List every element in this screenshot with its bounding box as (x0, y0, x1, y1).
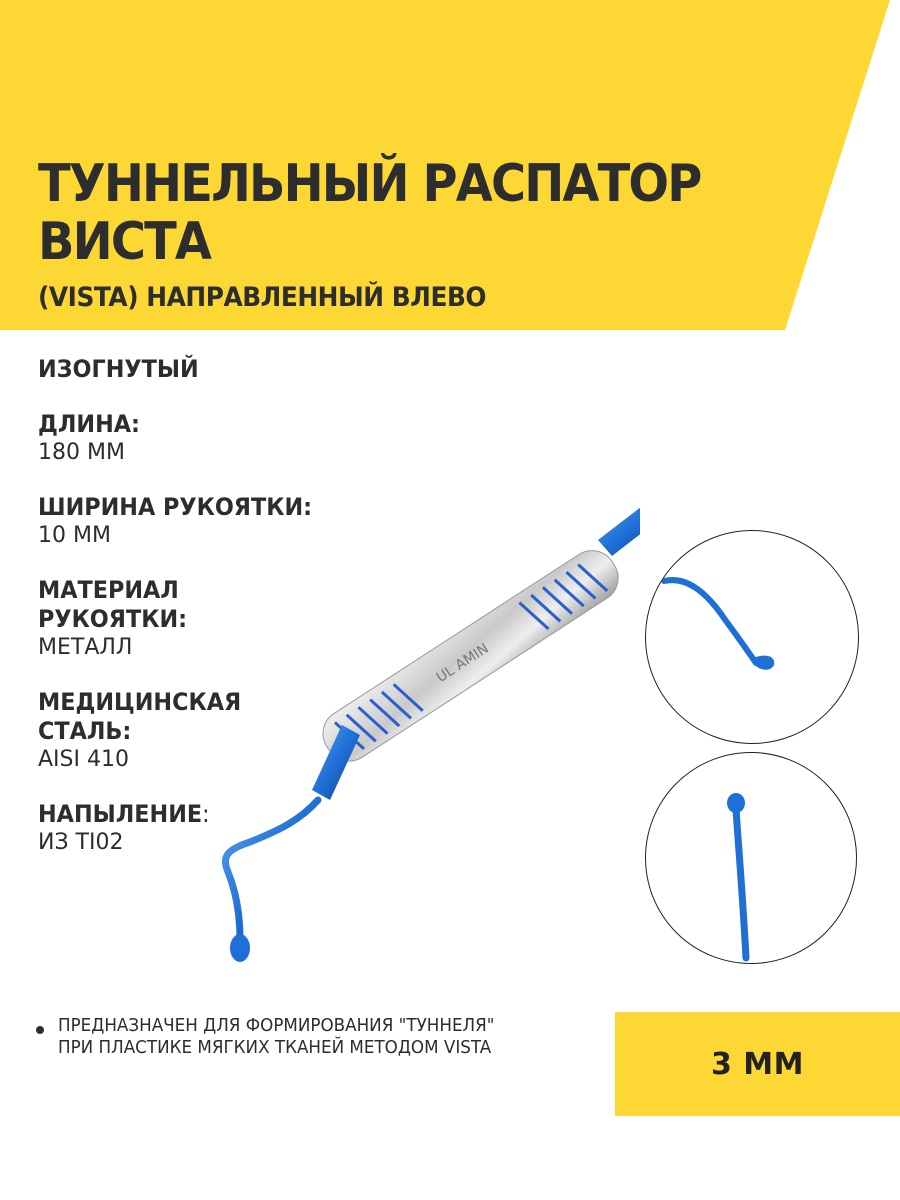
spec-handle-material-value: МЕТАЛЛ (38, 635, 133, 660)
spec-coating-value: ИЗ TI02 (38, 830, 124, 855)
usage-note (36, 1015, 556, 1059)
spec-length-value: 180 ММ (38, 440, 125, 465)
spec-coating-label-text: НАПЫЛЕНИЕ (38, 800, 203, 828)
instrument-brand-text: UL AMIN (433, 640, 492, 687)
zoom-detail-top (645, 530, 859, 744)
page-title-line-2: ВИСТА (38, 212, 211, 272)
size-badge (615, 1012, 900, 1116)
zoom-detail-top-image (646, 531, 858, 743)
title-block (38, 155, 798, 315)
zoom-detail-bottom (645, 752, 857, 964)
instrument-image (200, 360, 640, 980)
spec-handle-material-label-2: РУКОЯТКИ: (38, 605, 188, 633)
usage-note-text: ПРЕДНАЗНАЧЕН ДЛЯ ФОРМИРОВАНИЯ "ТУННЕЛЯ" ПРИ ПЛАСТИКЕ МЯГКИХ ТКАНЕЙ МЕТОДОМ VISTA (58, 1015, 495, 1058)
size-value: 3 ММ (710, 1046, 805, 1082)
page-title-line-1: ТУННЕЛЬНЫЙ РАСПАТОР (38, 154, 701, 214)
spec-shape-label: ИЗОГНУТЫЙ (38, 355, 199, 383)
spec-steel-value: AISI 410 (38, 747, 129, 772)
spec-steel-label-1: МЕДИЦИНСКАЯ (38, 688, 242, 716)
spec-length-label: ДЛИНА: (38, 410, 140, 438)
spec-handle-width-value: 10 ММ (38, 523, 111, 548)
spec-handle-material-label-1: МАТЕРИАЛ (38, 576, 179, 604)
spec-handle-width-label: ШИРИНА РУКОЯТКИ: (38, 493, 313, 521)
spec-coating-colon: : (202, 800, 210, 828)
zoom-detail-bottom-image (646, 753, 856, 963)
page-subtitle: (VISTA) НАПРАВЛЕННЫЙ ВЛЕВО (38, 282, 487, 313)
bullet-dot-icon (36, 1026, 44, 1034)
spec-steel-label-2: СТАЛЬ: (38, 717, 132, 745)
